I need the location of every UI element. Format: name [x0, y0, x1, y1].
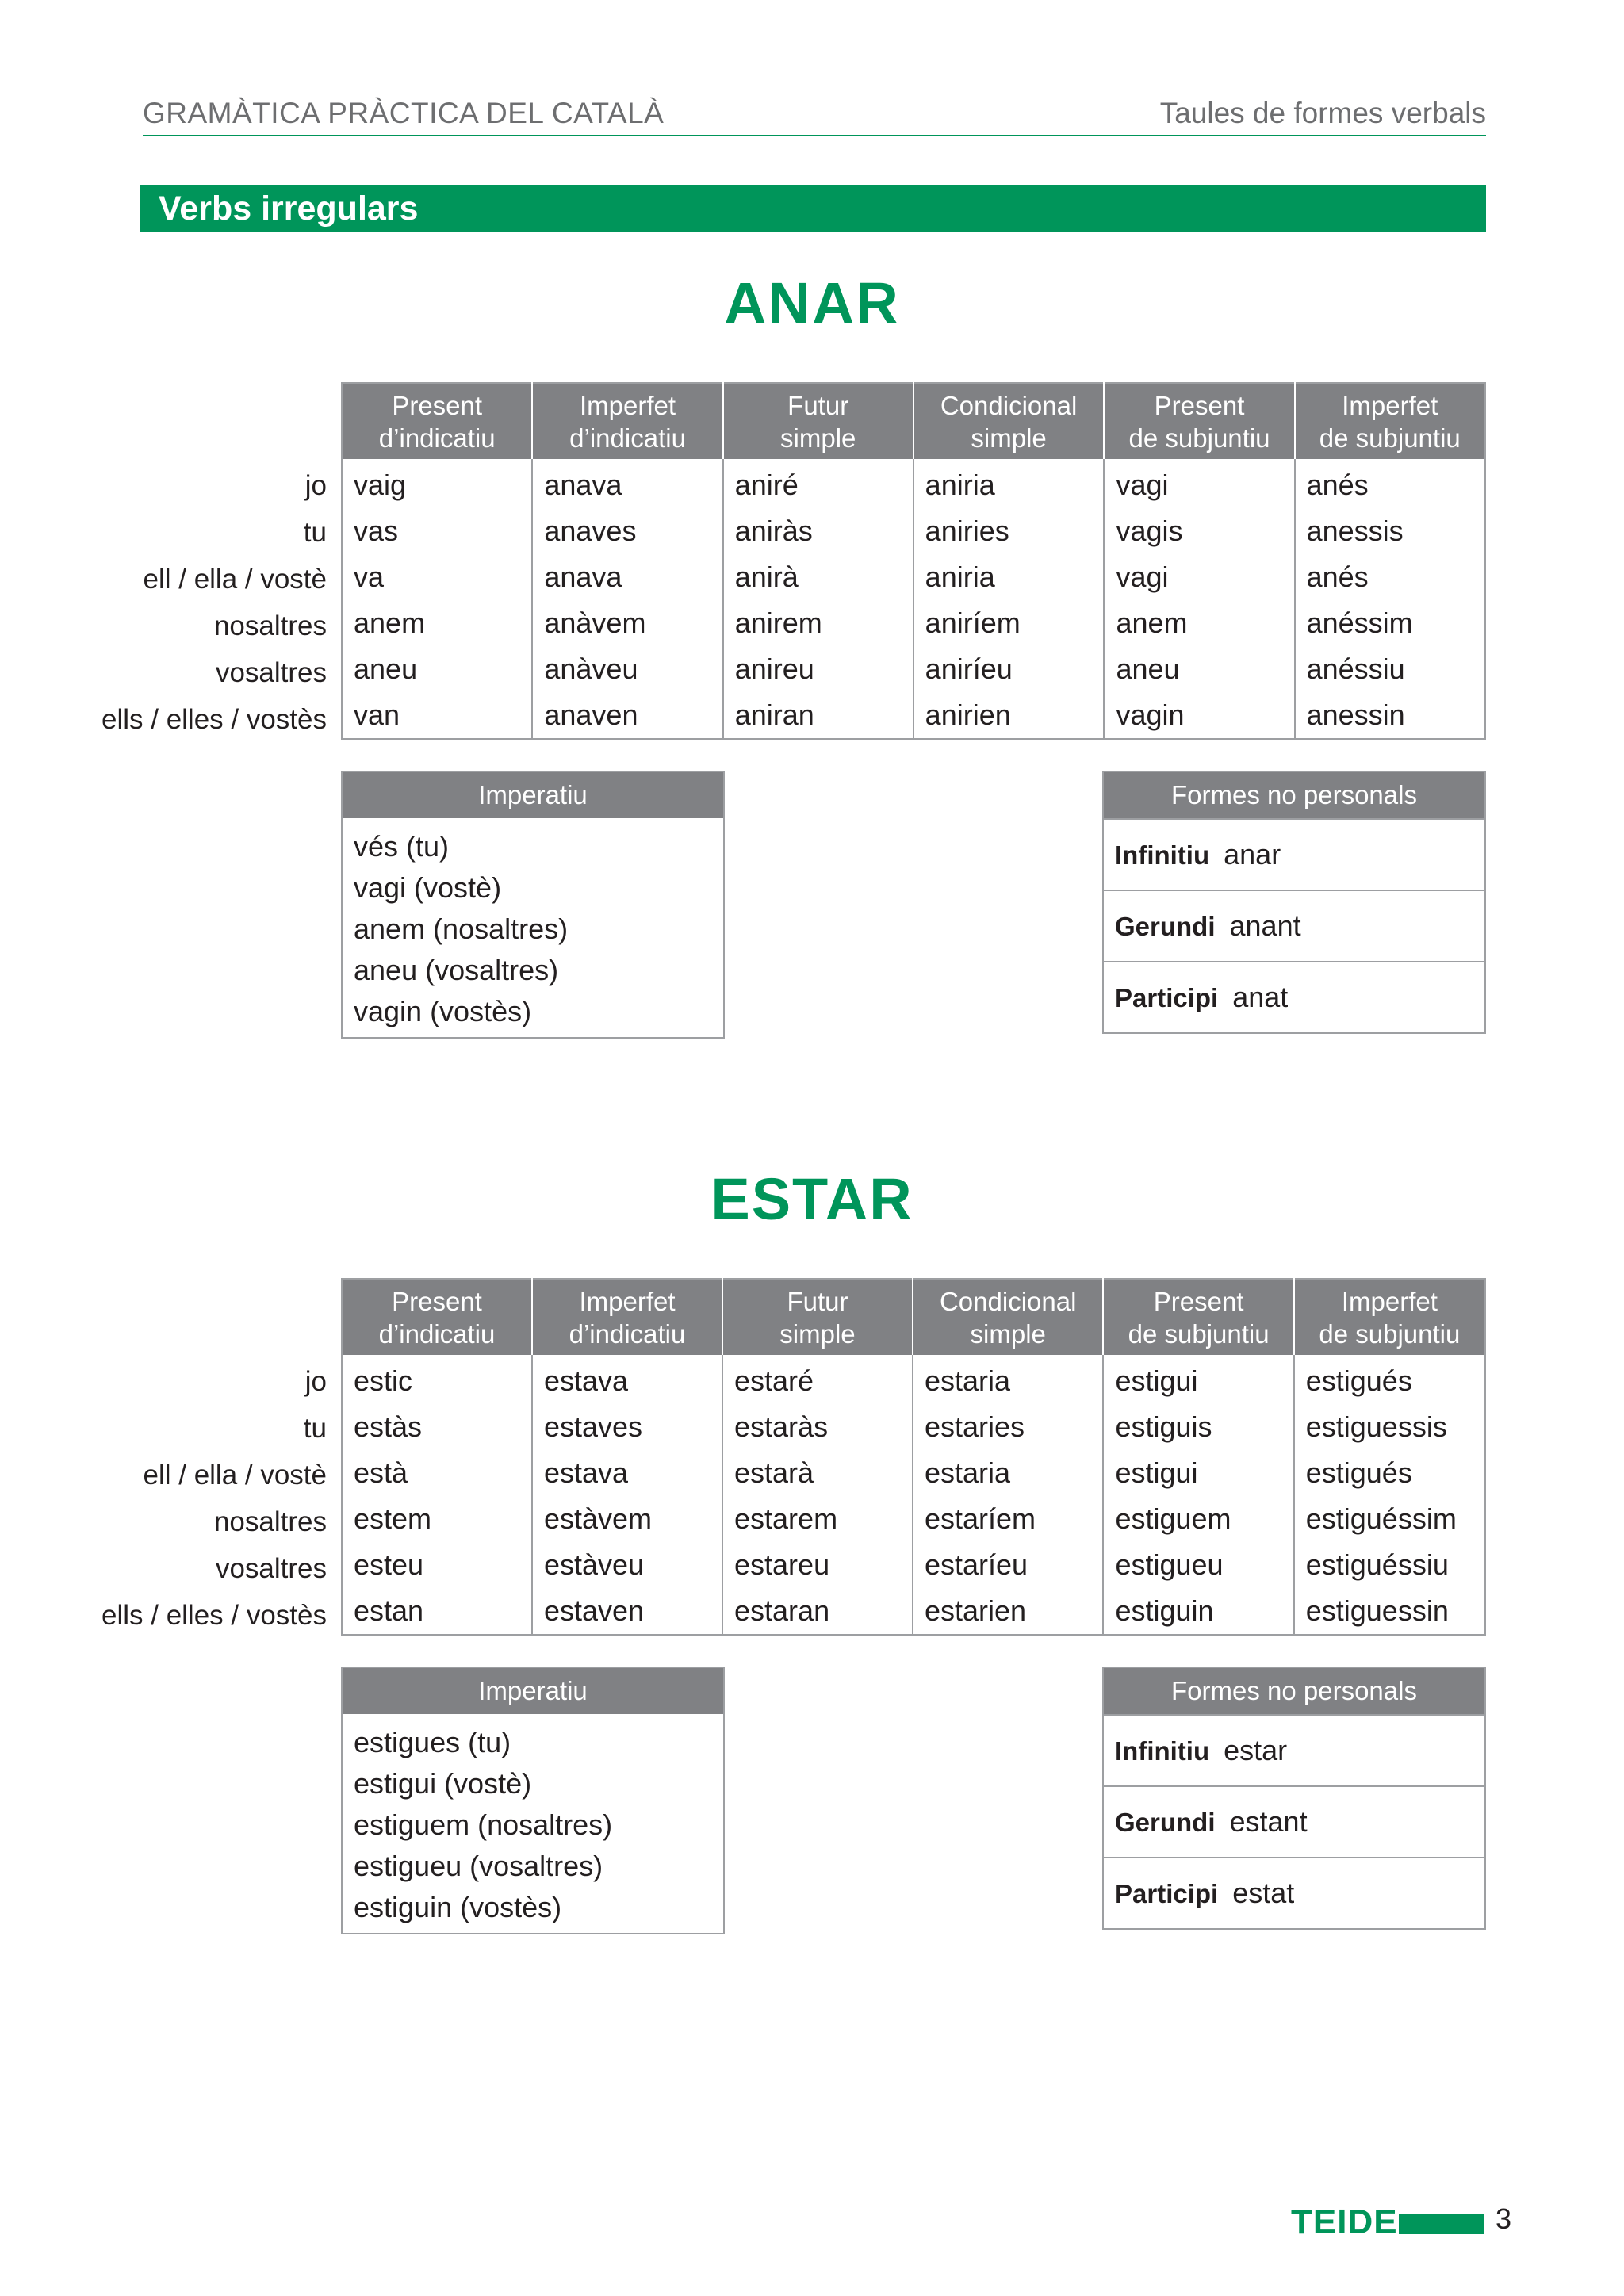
- book-title: GRAMÀTICA PRÀCTICA DEL CATALÀ: [143, 97, 665, 129]
- verb-title: ESTAR: [710, 1166, 914, 1232]
- table-header-row: [342, 383, 1485, 459]
- np-row-infinitiu: [1104, 818, 1484, 890]
- table-cell: aniríeu: [914, 646, 1105, 692]
- np-row-participi: [1104, 961, 1484, 1032]
- table-row: [342, 692, 1485, 739]
- footer-bar: [1399, 2214, 1484, 2234]
- table-row: [342, 554, 1485, 600]
- column-header: Present de subjuntiu: [1103, 1279, 1293, 1355]
- table-cell: anés: [1295, 554, 1485, 600]
- table-cell: vagi: [1104, 554, 1294, 600]
- conjugation-table: [341, 1278, 1486, 1636]
- table-cell: estiguis: [1103, 1404, 1293, 1450]
- table-cell: estem: [354, 1502, 432, 1535]
- imperatiu-title: Imperatiu: [343, 772, 723, 818]
- pronoun-label: tu: [303, 1413, 327, 1444]
- list-item: vagin (vostès): [354, 995, 532, 1027]
- page-number: 3: [1496, 2202, 1512, 2235]
- list-item: estigues (tu): [354, 1726, 511, 1758]
- table-cell: està: [354, 1456, 408, 1489]
- formes-no-personals-box: [1102, 1667, 1486, 1930]
- table-cell: anàveu: [532, 646, 722, 692]
- table-cell: vagin: [1104, 692, 1294, 739]
- table-row: [342, 600, 1485, 646]
- column-header: Condicional simple: [914, 383, 1105, 459]
- table-cell: aniré: [723, 459, 914, 508]
- table-cell: estaré: [722, 1355, 913, 1404]
- list-item: estigui (vostè): [354, 1767, 532, 1800]
- np-value: anat: [1232, 981, 1289, 1013]
- list-item: estiguem (nosaltres): [354, 1808, 613, 1841]
- table-cell: estaries: [913, 1404, 1104, 1450]
- list-item: aneu (vosaltres): [354, 954, 559, 986]
- table-cell: estiguessis: [1294, 1404, 1485, 1450]
- list-item: estigueu (vosaltres): [354, 1850, 603, 1882]
- table-cell: estiguem: [1103, 1496, 1293, 1542]
- np-label: Gerundi: [1115, 912, 1216, 941]
- table-cell: vas: [354, 515, 399, 547]
- np-value: anant: [1229, 909, 1301, 942]
- table-cell: estiguéssim: [1294, 1496, 1485, 1542]
- section-bar: [140, 185, 1486, 232]
- page-header: [143, 94, 1486, 136]
- pronoun-label: ells / elles / vostès: [102, 704, 327, 735]
- np-value: estar: [1224, 1734, 1288, 1766]
- table-cell: estàvem: [532, 1496, 722, 1542]
- verb-title: ANAR: [724, 270, 900, 336]
- table-cell: estaríeu: [913, 1542, 1104, 1588]
- np-label: Infinitiu: [1115, 1736, 1210, 1766]
- table-cell: aneu: [354, 652, 418, 685]
- table-row: [342, 1588, 1485, 1635]
- table-cell: estaven: [532, 1588, 722, 1635]
- table-row: [342, 1404, 1485, 1450]
- table-cell: estaríem: [913, 1496, 1104, 1542]
- table-cell: estan: [354, 1594, 424, 1627]
- formes-no-personals-title: Formes no personals: [1104, 772, 1484, 818]
- table-cell: anirien: [914, 692, 1105, 739]
- table-cell: estaran: [722, 1588, 913, 1635]
- table-cell: estigués: [1294, 1355, 1485, 1404]
- table-cell: vagi: [1104, 459, 1294, 508]
- publisher-logo: TEIDE: [1291, 2202, 1398, 2241]
- column-header: Imperfet de subjuntiu: [1294, 1279, 1485, 1355]
- table-cell: estiguéssiu: [1294, 1542, 1485, 1588]
- pronoun-label: vosaltres: [215, 1553, 327, 1584]
- formes-no-personals-title: Formes no personals: [1104, 1668, 1484, 1714]
- imperatiu-box: [341, 771, 725, 1039]
- column-header: Present de subjuntiu: [1104, 383, 1294, 459]
- table-cell: estàs: [354, 1410, 423, 1443]
- table-cell: estaria: [913, 1355, 1104, 1404]
- np-value: anar: [1224, 838, 1281, 871]
- table-cell: vagis: [1104, 508, 1294, 554]
- table-cell: aniríem: [914, 600, 1105, 646]
- table-cell: estigués: [1294, 1450, 1485, 1496]
- table-row: [342, 1355, 1485, 1404]
- table-cell: anés: [1295, 459, 1485, 508]
- np-row-infinitiu: [1104, 1714, 1484, 1785]
- table-cell: estigui: [1103, 1355, 1293, 1404]
- table-cell: estàveu: [532, 1542, 722, 1588]
- chapter-title: Taules de formes verbals: [1159, 97, 1486, 129]
- table-row: [342, 508, 1485, 554]
- conjugation-table: [341, 382, 1486, 740]
- list-item: estiguin (vostès): [354, 1891, 562, 1923]
- formes-no-personals-box: [1102, 771, 1486, 1034]
- table-cell: estaria: [913, 1450, 1104, 1496]
- list-item: vagi (vostè): [354, 871, 502, 904]
- pronoun-label: ell / ella / vostè: [143, 1460, 327, 1490]
- table-header-row: [342, 1279, 1485, 1355]
- table-cell: anava: [532, 459, 722, 508]
- column-header: Imperfet d’indicatiu: [532, 383, 722, 459]
- table-row: [342, 1496, 1485, 1542]
- table-cell: anéssiu: [1295, 646, 1485, 692]
- table-cell: anem: [354, 607, 426, 639]
- table-cell: van: [354, 698, 400, 731]
- table-cell: anaven: [532, 692, 722, 739]
- column-header: Imperfet de subjuntiu: [1295, 383, 1485, 459]
- table-cell: anaves: [532, 508, 722, 554]
- table-cell: aneu: [1104, 646, 1294, 692]
- table-cell: aniria: [914, 459, 1105, 508]
- table-cell: aniran: [723, 692, 914, 739]
- table-cell: estarà: [722, 1450, 913, 1496]
- table-cell: anéssim: [1295, 600, 1485, 646]
- imperatiu-box: [341, 1667, 725, 1934]
- table-cell: estic: [354, 1364, 413, 1397]
- pronoun-label: nosaltres: [213, 1506, 327, 1537]
- table-cell: anem: [1104, 600, 1294, 646]
- table-row: [342, 459, 1485, 508]
- np-value: estat: [1232, 1877, 1295, 1909]
- section-title: Verbs irregulars: [159, 189, 419, 228]
- table-cell: estaves: [532, 1404, 722, 1450]
- table-cell: vaig: [354, 469, 407, 501]
- table-cell: anireu: [723, 646, 914, 692]
- table-cell: anirem: [723, 600, 914, 646]
- table-row: [342, 1450, 1485, 1496]
- pronoun-label: tu: [303, 517, 327, 548]
- table-cell: estigueu: [1103, 1542, 1293, 1588]
- table-cell: estaràs: [722, 1404, 913, 1450]
- np-label: Participi: [1115, 1879, 1219, 1908]
- np-row-participi: [1104, 1857, 1484, 1928]
- table-row: [342, 646, 1485, 692]
- table-cell: va: [354, 561, 385, 593]
- table-cell: estava: [532, 1450, 722, 1496]
- table-cell: estava: [532, 1355, 722, 1404]
- imperatiu-title: Imperatiu: [343, 1668, 723, 1714]
- table-cell: aniria: [914, 554, 1105, 600]
- pronoun-label: ell / ella / vostè: [143, 564, 327, 595]
- np-row-gerundi: [1104, 890, 1484, 961]
- table-cell: anessis: [1295, 508, 1485, 554]
- pronoun-label: jo: [304, 1366, 327, 1397]
- table-cell: estigui: [1103, 1450, 1293, 1496]
- np-value: estant: [1229, 1805, 1308, 1838]
- column-header: Present d’indicatiu: [342, 1279, 532, 1355]
- column-header: Present d’indicatiu: [342, 383, 532, 459]
- table-cell: estareu: [722, 1542, 913, 1588]
- list-item: vés (tu): [354, 830, 450, 863]
- table-cell: anessin: [1295, 692, 1485, 739]
- np-label: Infinitiu: [1115, 840, 1210, 870]
- table-cell: estarien: [913, 1588, 1104, 1635]
- table-cell: estiguessin: [1294, 1588, 1485, 1635]
- list-item: anem (nosaltres): [354, 913, 569, 945]
- column-header: Futur simple: [722, 1279, 913, 1355]
- table-cell: aniràs: [723, 508, 914, 554]
- pronoun-label: vosaltres: [215, 657, 327, 688]
- table-cell: estarem: [722, 1496, 913, 1542]
- imperatiu-list: [343, 1714, 723, 1933]
- table-cell: anàvem: [532, 600, 722, 646]
- table-cell: esteu: [354, 1548, 424, 1581]
- table-cell: anava: [532, 554, 722, 600]
- table-cell: aniries: [914, 508, 1105, 554]
- imperatiu-list: [343, 818, 723, 1037]
- table-cell: estiguin: [1103, 1588, 1293, 1635]
- np-label: Gerundi: [1115, 1808, 1216, 1837]
- table-row: [342, 1542, 1485, 1588]
- np-row-gerundi: [1104, 1785, 1484, 1857]
- column-header: Futur simple: [723, 383, 914, 459]
- column-header: Condicional simple: [913, 1279, 1104, 1355]
- pronoun-label: nosaltres: [213, 610, 327, 641]
- np-label: Participi: [1115, 983, 1219, 1012]
- column-header: Imperfet d’indicatiu: [532, 1279, 722, 1355]
- pronoun-label: jo: [304, 470, 327, 501]
- pronoun-label: ells / elles / vostès: [102, 1600, 327, 1631]
- table-cell: anirà: [723, 554, 914, 600]
